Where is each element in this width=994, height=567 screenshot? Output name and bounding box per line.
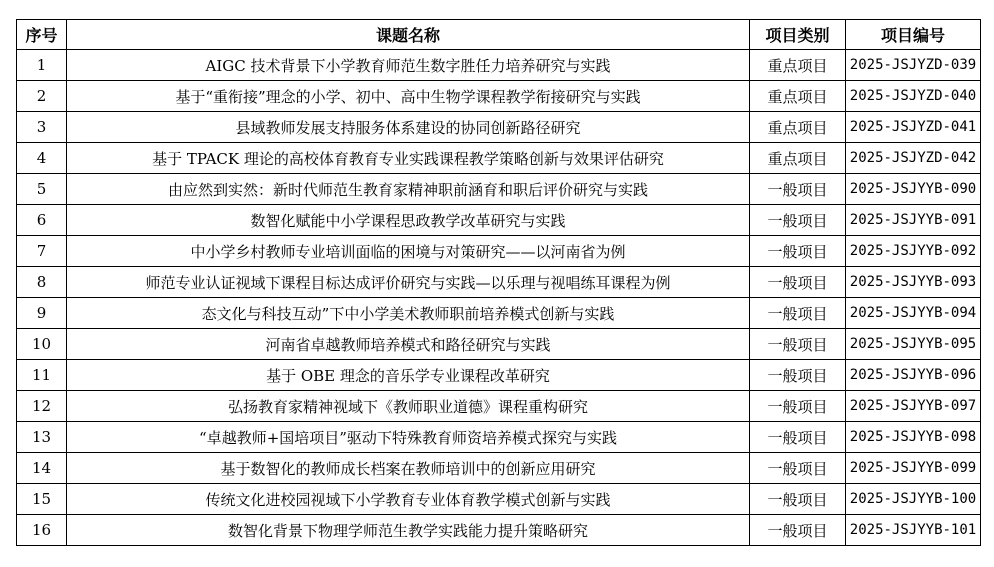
header-project-category: 项目类别 [750,20,846,50]
table-row [17,112,981,143]
cell-project-code: 2025-JSJYYB-101 [846,515,981,546]
cell-project-code: 2025-JSJYZD-040 [846,81,981,112]
table-row [17,360,981,391]
table-row [17,50,981,81]
cell-project-category: 一般项目 [750,298,846,329]
cell-project-category: 一般项目 [750,174,846,205]
cell-project-title: 基于数智化的教师成长档案在教师培训中的创新应用研究 [67,453,750,484]
cell-serial-number: 7 [17,236,67,267]
cell-project-title: 中小学乡村教师专业培训面临的困境与对策研究——以河南省为例 [67,236,750,267]
cell-project-title: “卓越教师+国培项目”驱动下特殊教育师资培养模式探究与实践 [67,422,750,453]
cell-serial-number: 9 [17,298,67,329]
table-row [17,267,981,298]
cell-project-category: 一般项目 [750,236,846,267]
cell-project-category: 重点项目 [750,50,846,81]
table-row [17,174,981,205]
cell-serial-number: 1 [17,50,67,81]
cell-project-title: 数智化赋能中小学课程思政教学改革研究与实践 [67,205,750,236]
cell-serial-number: 8 [17,267,67,298]
cell-project-category: 重点项目 [750,81,846,112]
cell-project-title: 弘扬教育家精神视域下《教师职业道德》课程重构研究 [67,391,750,422]
header-project-title: 课题名称 [67,20,750,50]
cell-project-category: 重点项目 [750,112,846,143]
cell-serial-number: 11 [17,360,67,391]
cell-project-category: 一般项目 [750,453,846,484]
cell-serial-number: 4 [17,143,67,174]
cell-project-category: 一般项目 [750,422,846,453]
table-row [17,298,981,329]
cell-project-code: 2025-JSJYYB-090 [846,174,981,205]
cell-project-category: 一般项目 [750,360,846,391]
cell-project-category: 一般项目 [750,205,846,236]
cell-project-code: 2025-JSJYYB-094 [846,298,981,329]
table-header-row [17,20,981,50]
cell-project-code: 2025-JSJYYB-098 [846,422,981,453]
table-row [17,329,981,360]
cell-serial-number: 14 [17,453,67,484]
cell-project-category: 一般项目 [750,484,846,515]
cell-serial-number: 3 [17,112,67,143]
table-row [17,453,981,484]
header-project-code: 项目编号 [846,20,981,50]
project-table-container [16,19,981,546]
cell-project-code: 2025-JSJYYB-096 [846,360,981,391]
cell-project-code: 2025-JSJYZD-042 [846,143,981,174]
cell-serial-number: 12 [17,391,67,422]
cell-project-code: 2025-JSJYYB-097 [846,391,981,422]
table-row [17,391,981,422]
table-row [17,484,981,515]
cell-project-code: 2025-JSJYYB-092 [846,236,981,267]
table-row [17,236,981,267]
header-serial-number: 序号 [17,20,67,50]
cell-project-title: 数智化背景下物理学师范生教学实践能力提升策略研究 [67,515,750,546]
cell-project-category: 一般项目 [750,515,846,546]
cell-project-title: 基于“重衔接”理念的小学、初中、高中生物学课程教学衔接研究与实践 [67,81,750,112]
cell-serial-number: 2 [17,81,67,112]
cell-project-title: 师范专业认证视域下课程目标达成评价研究与实践—以乐理与视唱练耳课程为例 [67,267,750,298]
cell-project-code: 2025-JSJYYB-095 [846,329,981,360]
table-row [17,143,981,174]
cell-serial-number: 16 [17,515,67,546]
cell-project-title: 由应然到实然：新时代师范生教育家精神职前涵育和职后评价研究与实践 [67,174,750,205]
cell-serial-number: 5 [17,174,67,205]
cell-serial-number: 6 [17,205,67,236]
cell-project-title: 基于 OBE 理念的音乐学专业课程改革研究 [67,360,750,391]
cell-project-code: 2025-JSJYZD-041 [846,112,981,143]
cell-project-category: 一般项目 [750,329,846,360]
cell-project-code: 2025-JSJYYB-099 [846,453,981,484]
cell-project-code: 2025-JSJYYB-091 [846,205,981,236]
cell-project-title: 河南省卓越教师培养模式和路径研究与实践 [67,329,750,360]
project-table [16,19,981,546]
cell-project-code: 2025-JSJYZD-039 [846,50,981,81]
table-row [17,515,981,546]
cell-project-code: 2025-JSJYYB-093 [846,267,981,298]
cell-project-title: 传统文化进校园视域下小学教育专业体育教学模式创新与实践 [67,484,750,515]
table-row [17,205,981,236]
cell-project-title: 县域教师发展支持服务体系建设的协同创新路径研究 [67,112,750,143]
cell-project-code: 2025-JSJYYB-100 [846,484,981,515]
cell-project-category: 一般项目 [750,391,846,422]
cell-project-title: 态文化与科技互动”下中小学美术教师职前培养模式创新与实践 [67,298,750,329]
cell-serial-number: 10 [17,329,67,360]
cell-serial-number: 15 [17,484,67,515]
cell-project-category: 重点项目 [750,143,846,174]
table-row [17,422,981,453]
cell-project-category: 一般项目 [750,267,846,298]
cell-project-title: 基于 TPACK 理论的高校体育教育专业实践课程教学策略创新与效果评估研究 [67,143,750,174]
cell-project-title: AIGC 技术背景下小学教育师范生数字胜任力培养研究与实践 [67,50,750,81]
table-row [17,81,981,112]
cell-serial-number: 13 [17,422,67,453]
